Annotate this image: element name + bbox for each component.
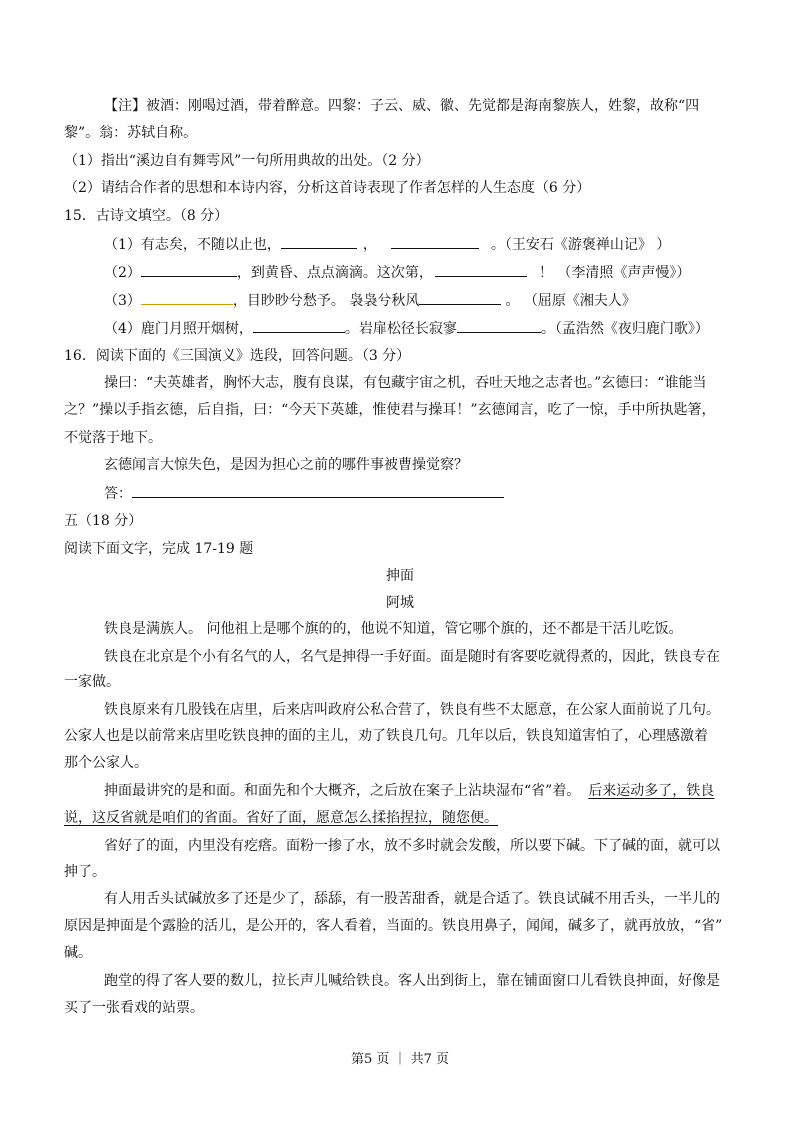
question-15-line-4 (104, 318, 709, 339)
q15-2-text-a: （2） (104, 265, 141, 281)
story-line: 铁良原来有几股钱在店里，后来店叫政府公私合营了，铁良有些不太愿意，在公家人面前说了几句。 (104, 702, 720, 718)
story-line: 抻了。 (64, 864, 106, 880)
q15-2-text-b: ，到黄昏、点点滴滴。这次第， (236, 265, 433, 281)
q15-1-text-c: 。（王安石《游褒禅山记》 ） (490, 237, 671, 253)
q16-passage-line-2: 之？”操以手指玄德，后自指，曰：“今天下英雄，惟使君与操耳！”玄德闻言，吃了一惊，手中所执匙箸， (64, 402, 716, 418)
story-line: 铁良在北京是个小有名气的人，名气是抻得一手好面。面是随时有客要吃就得煮的，因此，铁良专在 (104, 649, 720, 665)
story-line: 公家人也是以前常来店里吃铁良抻的面的主儿，劝了铁良几句。几年以后，铁良知道害怕了，心理感激着 (64, 728, 708, 744)
answer-blank[interactable] (132, 483, 504, 498)
story-line: 有人用舌头试碱放多了还是少了，舔舔，有一股苦甜香，就是合适了。铁良试碱不用舌头，一半儿的 (104, 891, 720, 907)
answer-label: 答： (104, 486, 132, 502)
blank-8[interactable] (457, 318, 541, 333)
story-line: 跑堂的得了客人要的数儿，拉长声儿喊给铁良。客人出到街上，靠在铺面窗口儿看铁良抻面，好像是 (104, 973, 720, 989)
q15-3-text-b: ，目眇眇兮愁予。 袅袅兮秋风 (232, 293, 420, 309)
question-15-line-1 (104, 234, 670, 255)
question-15-title: 15．古诗文填空。（8 分） (64, 208, 229, 224)
story-line: 买了一张看戏的站票。 (64, 1000, 204, 1016)
q15-4-text-a: （4）鹿门月照开烟树， (104, 321, 253, 337)
story-line-part: 抻面最讲究的是和面。和面先和个大概齐，之后放在案子上沾块湿布“省”着。 (104, 783, 581, 799)
q15-3-text-a: （3） (104, 293, 141, 309)
story-line: 省好了的面，内里没有疙瘩。面粉一掺了水，放不多时就会发酸，所以要下碱。下了碱的面，就可以 (104, 838, 720, 854)
question-14-1: （1）指出“溪边自有舞雩风”一句所用典故的出处。（2 分） (64, 153, 430, 169)
story-line: 原因是抻面是个露脸的活儿，是公开的，客人看着，当面的。铁良用鼻子，闻闻，碱多了，就再放放，“省” (64, 918, 723, 934)
blank-3[interactable] (141, 262, 237, 277)
story-line (104, 781, 714, 801)
question-15-line-2 (104, 262, 690, 283)
blank-1[interactable] (281, 234, 357, 249)
underlined-sentence-part-1: 后来运动多了，铁良 (588, 783, 715, 799)
blank-2[interactable] (391, 234, 479, 249)
story-title: 抻面 (386, 568, 414, 584)
q15-4-text-b: 。岩扉松径长寂寥 (344, 321, 457, 337)
blank-4[interactable] (435, 262, 527, 277)
q15-1-text-a: （1）有志矣，不随以止也， (104, 237, 281, 253)
blank-7[interactable] (253, 318, 345, 333)
q16-passage-line-1: 操曰：“夫英雄者，胸怀大志，腹有良谋，有包藏宇宙之机，吞吐天地之志者也。”玄德曰：“谁能当 (104, 375, 707, 391)
q15-3-text-c: 。 （屈原《湘夫人》 (505, 293, 636, 309)
q16-passage-line-3: 不觉落于地下。 (64, 430, 162, 446)
q15-2-text-c: ！ （李清照《声声慢》） (538, 265, 691, 281)
story-line (64, 808, 498, 828)
q16-answer-line (104, 483, 504, 504)
question-14-2: （2）请结合作者的思想和本诗内容，分析这首诗表现了作者怎样的人生态度（6 分） (64, 180, 591, 196)
blank-6[interactable] (419, 290, 501, 305)
section-5-title: 五（18 分） (64, 513, 143, 529)
story-line: 铁良是满族人。 问他祖上是哪个旗的的，他说不知道，管它哪个旗的，还不都是干活儿吃饭。 (104, 621, 683, 637)
underlined-sentence-part-2: 说，这反省就是咱们的省面。省好了面，愿意怎么揉掐捏拉，随您便。 (64, 810, 498, 826)
story-author: 阿城 (386, 595, 414, 611)
blank-5[interactable] (141, 290, 233, 305)
story-line: 碱。 (64, 945, 92, 961)
question-16-title: 16．阅读下面的《三国演义》选段，回答问题。（3 分） (64, 348, 411, 364)
story-line: 那个公家人。 (64, 755, 148, 771)
q16-question: 玄德闻言大惊失色，是因为担心之前的哪件事被曹操觉察？ (104, 457, 468, 473)
q15-4-text-c: 。（孟浩然《夜归鹿门歌》） (540, 321, 709, 337)
question-15-line-3 (104, 290, 636, 311)
note-line-2: 黎”。翁：苏轼自称。 (64, 125, 198, 141)
note-line-1: 【注】被酒：刚喝过酒，带着醉意。四黎：子云、威、徽、先觉都是海南黎族人，姓黎，故称“四 (104, 98, 700, 114)
section-5-intro: 阅读下面文字，完成 17-19 题 (64, 541, 254, 557)
q15-1-text-b: ， (362, 237, 377, 253)
page-footer: 第5 页 ｜ 共7 页 (350, 1052, 450, 1067)
story-line: 一家做。 (64, 674, 120, 690)
